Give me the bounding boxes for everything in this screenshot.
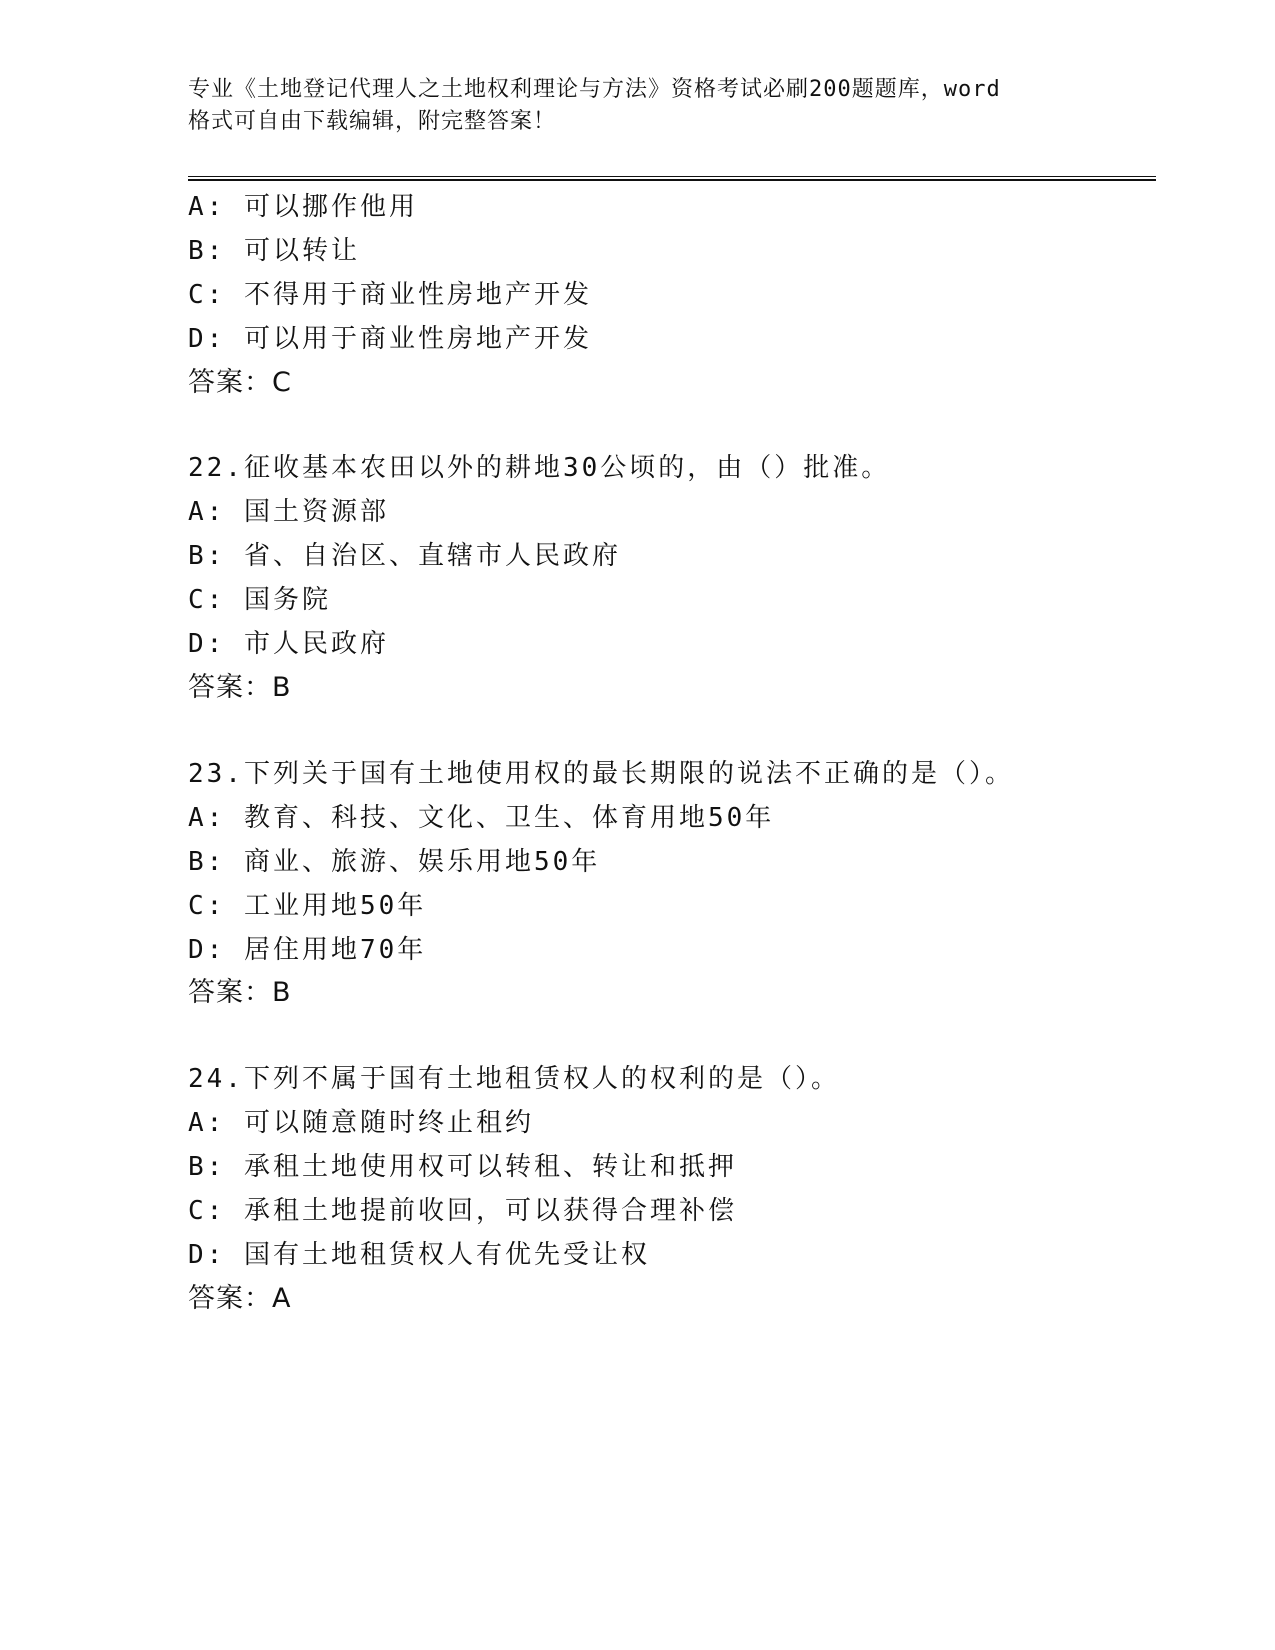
header-divider [188,176,1156,181]
q21-answer: 答案：C [188,367,292,398]
q24-option-b: B: 承租土地使用权可以转租、转让和抵押 [188,1152,737,1182]
q24-answer: 答案：A [188,1283,292,1314]
q22-question: 22.征收基本农田以外的耕地30公顷的，由（）批准。 [188,453,891,483]
q21-option-b: B: 可以转让 [188,236,360,266]
q23-option-c: C: 工业用地50年 [188,891,427,921]
q22-option-c: C: 国务院 [188,585,331,615]
q23-option-b: B: 商业、旅游、娱乐用地50年 [188,847,601,877]
header-title-line-2: 格式可自由下载编辑，附完整答案！ [188,109,557,134]
q24-option-a: A: 可以随意随时终止租约 [188,1108,534,1138]
q24-option-d: D: 国有土地租赁权人有优先受让权 [188,1240,650,1270]
q21-option-d: D: 可以用于商业性房地产开发 [188,324,592,354]
q23-question: 23.下列关于国有土地使用权的最长期限的说法不正确的是（）。 [188,759,1014,789]
q23-answer: 答案：B [188,977,292,1008]
q21-option-c: C: 不得用于商业性房地产开发 [188,280,592,310]
document-header [188,74,1068,138]
q22-answer: 答案：B [188,672,292,703]
q22-option-d: D: 市人民政府 [188,629,389,659]
q21-option-a: A: 可以挪作他用 [188,192,418,222]
header-title-line-1: 专业《土地登记代理人之土地权利理论与方法》资格考试必刷200题题库，word [188,77,1001,102]
q22-option-b: B: 省、自治区、直辖市人民政府 [188,541,621,571]
q24-option-c: C: 承租土地提前收回，可以获得合理补偿 [188,1196,737,1226]
q24-question: 24.下列不属于国有土地租赁权人的权利的是（）。 [188,1064,840,1094]
q23-option-d: D: 居住用地70年 [188,935,427,965]
q22-option-a: A: 国土资源部 [188,497,389,527]
q23-option-a: A: 教育、科技、文化、卫生、体育用地50年 [188,803,775,833]
